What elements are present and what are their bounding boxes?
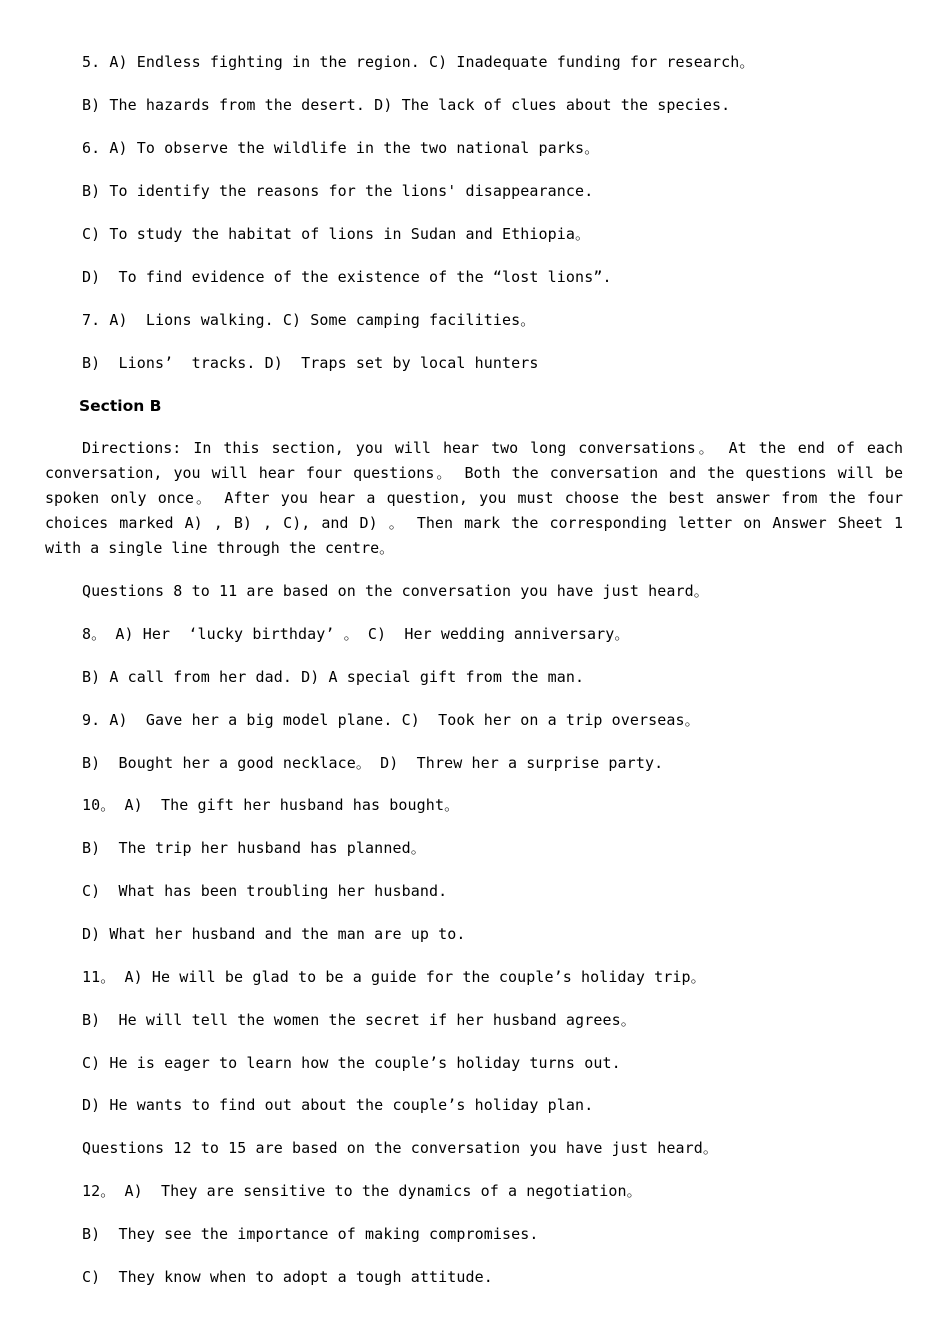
q7-options-ac: 7. A) Lions walking. C) Some camping facilities。 xyxy=(82,311,536,329)
q9-options-ac: 9. A) Gave her a big model plane. C) Took her on a trip overseas。 xyxy=(82,711,700,729)
q5-options-bd: B) The hazards from the desert. D) The lack of clues about the species. xyxy=(82,96,731,114)
q11-option-b: B) He will tell the women the secret if her husband agrees。 xyxy=(82,1011,636,1029)
q6-option-d: D) To find evidence of the existence of the “lost lions”. xyxy=(82,268,612,286)
q10-option-c: C) What has been troubling her husband. xyxy=(82,882,448,900)
q11-option-a: 11。 A) He will be glad to be a guide for the couple’s holiday trip。 xyxy=(82,968,706,986)
q11-option-c: C) He is eager to learn how the couple’s holiday turns out. xyxy=(82,1054,621,1072)
q9-options-bd: B) Bought her a good necklace。 D) Threw her a surprise party. xyxy=(82,754,664,772)
conversation-1-intro: Questions 8 to 11 are based on the conversation you have just heard。 xyxy=(82,582,709,600)
section-b-directions: Directions: In this section, you will hear two long conversations。 At the end of each conversation, you will hear four questions。 Both the conversation and the questions will be spoken only once。 After you hear a question, you must choose the best answer from the four choices marked A) , B) , C), and D) 。 Then mark the corresponding letter on Answer Sheet 1 with a single line through the centre。 xyxy=(45,439,903,557)
q6-option-c: C) To study the habitat of lions in Sudan and Ethiopia。 xyxy=(82,225,591,243)
q8-options-ac: 8。 A) Her ‘lucky birthday’ 。 C) Her wedding anniversary。 xyxy=(82,625,630,643)
conversation-2-intro: Questions 12 to 15 are based on the conversation you have just heard。 xyxy=(82,1139,718,1157)
q8-options-bd: B) A call from her dad. D) A special gift from the man. xyxy=(82,668,585,686)
q12-option-c: C) They know when to adopt a tough attitude. xyxy=(82,1268,493,1286)
q5-options-ac: 5. A) Endless fighting in the region. C) Inadequate funding for research。 xyxy=(82,53,755,71)
q11-option-d: D) He wants to find out about the couple’s holiday plan. xyxy=(82,1096,594,1114)
q12-option-a: 12。 A) They are sensitive to the dynamics of a negotiation。 xyxy=(82,1182,642,1200)
q6-option-b: B) To identify the reasons for the lions' disappearance. xyxy=(82,182,594,200)
q10-option-a: 10。 A) The gift her husband has bought。 xyxy=(82,796,460,814)
q12-option-b: B) They see the importance of making compromises. xyxy=(82,1225,539,1243)
q10-option-d: D) What her husband and the man are up to. xyxy=(82,925,466,943)
section-b-heading: Section B xyxy=(79,397,162,415)
q10-option-b: B) The trip her husband has planned。 xyxy=(82,839,426,857)
q7-options-bd: B) Lions’ tracks. D) Traps set by local hunters xyxy=(82,354,539,372)
q6-option-a: 6. A) To observe the wildlife in the two national parks。 xyxy=(82,139,600,157)
